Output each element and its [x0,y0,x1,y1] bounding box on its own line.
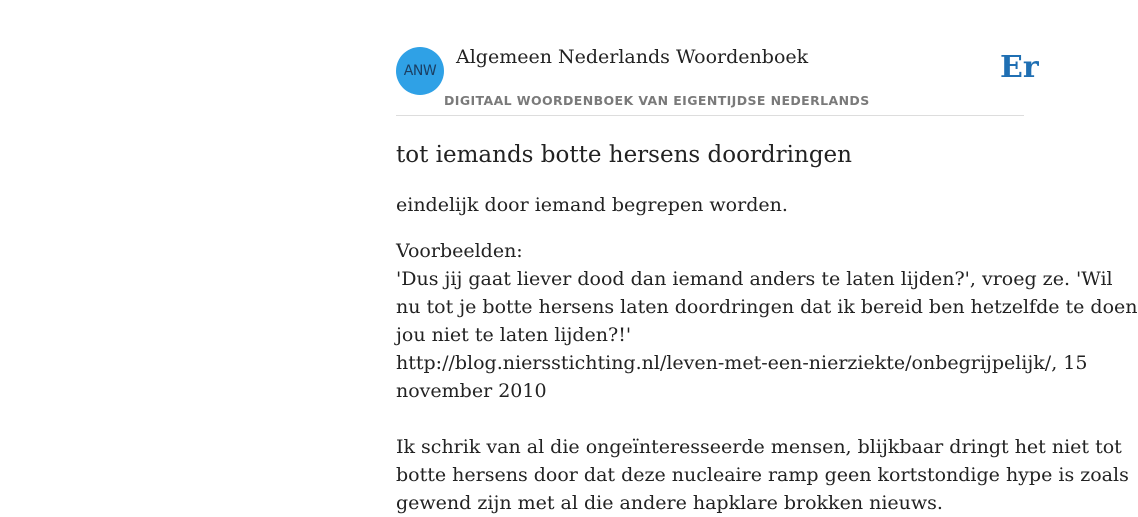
examples-section [396,237,1138,517]
header-divider [396,115,1024,116]
example-spacer [396,405,1056,433]
example-line: 'Dus jij gaat liever dood dan iemand anders te laten lijden?', vroeg ze. 'Wil [396,268,1113,290]
example-source: http://blog.niersstichting.nl/leven-met-een-nierziekte/onbegrijpelijk/, 15 [396,352,1088,374]
site-title[interactable]: Algemeen Nederlands Woordenboek [456,46,809,68]
example-line: gewend zijn met al die andere hapklare brokken nieuws. [396,492,943,514]
example-line: jou niet te laten lijden?!' [396,324,632,346]
examples-label: Voorbeelden: [396,240,523,262]
cut-off-brand-text[interactable]: Er [1000,50,1039,85]
entry-content [396,140,1138,517]
entry-definition: eindelijk door iemand begrepen worden. [396,194,788,216]
example-line: Ik schrik van al die ongeïnteresseerde mensen, blijkbaar dringt het niet tot [396,436,1122,458]
example-line: botte hersens door dat deze nucleaire ramp geen kortstondige hype is zoals [396,464,1129,486]
anw-logo[interactable]: ANW [396,47,444,95]
example-source-date: november 2010 [396,380,547,402]
site-subtitle: DIGITAAL WOORDENBOEK VAN EIGENTIJDSE NEDERLANDS [444,93,870,108]
entry-title: tot iemands botte hersens doordringen [396,142,852,168]
site-header [396,40,1039,116]
example-line: nu tot je botte hersens laten doordringen dat ik bereid ben hetzelfde te doen [396,296,1138,318]
